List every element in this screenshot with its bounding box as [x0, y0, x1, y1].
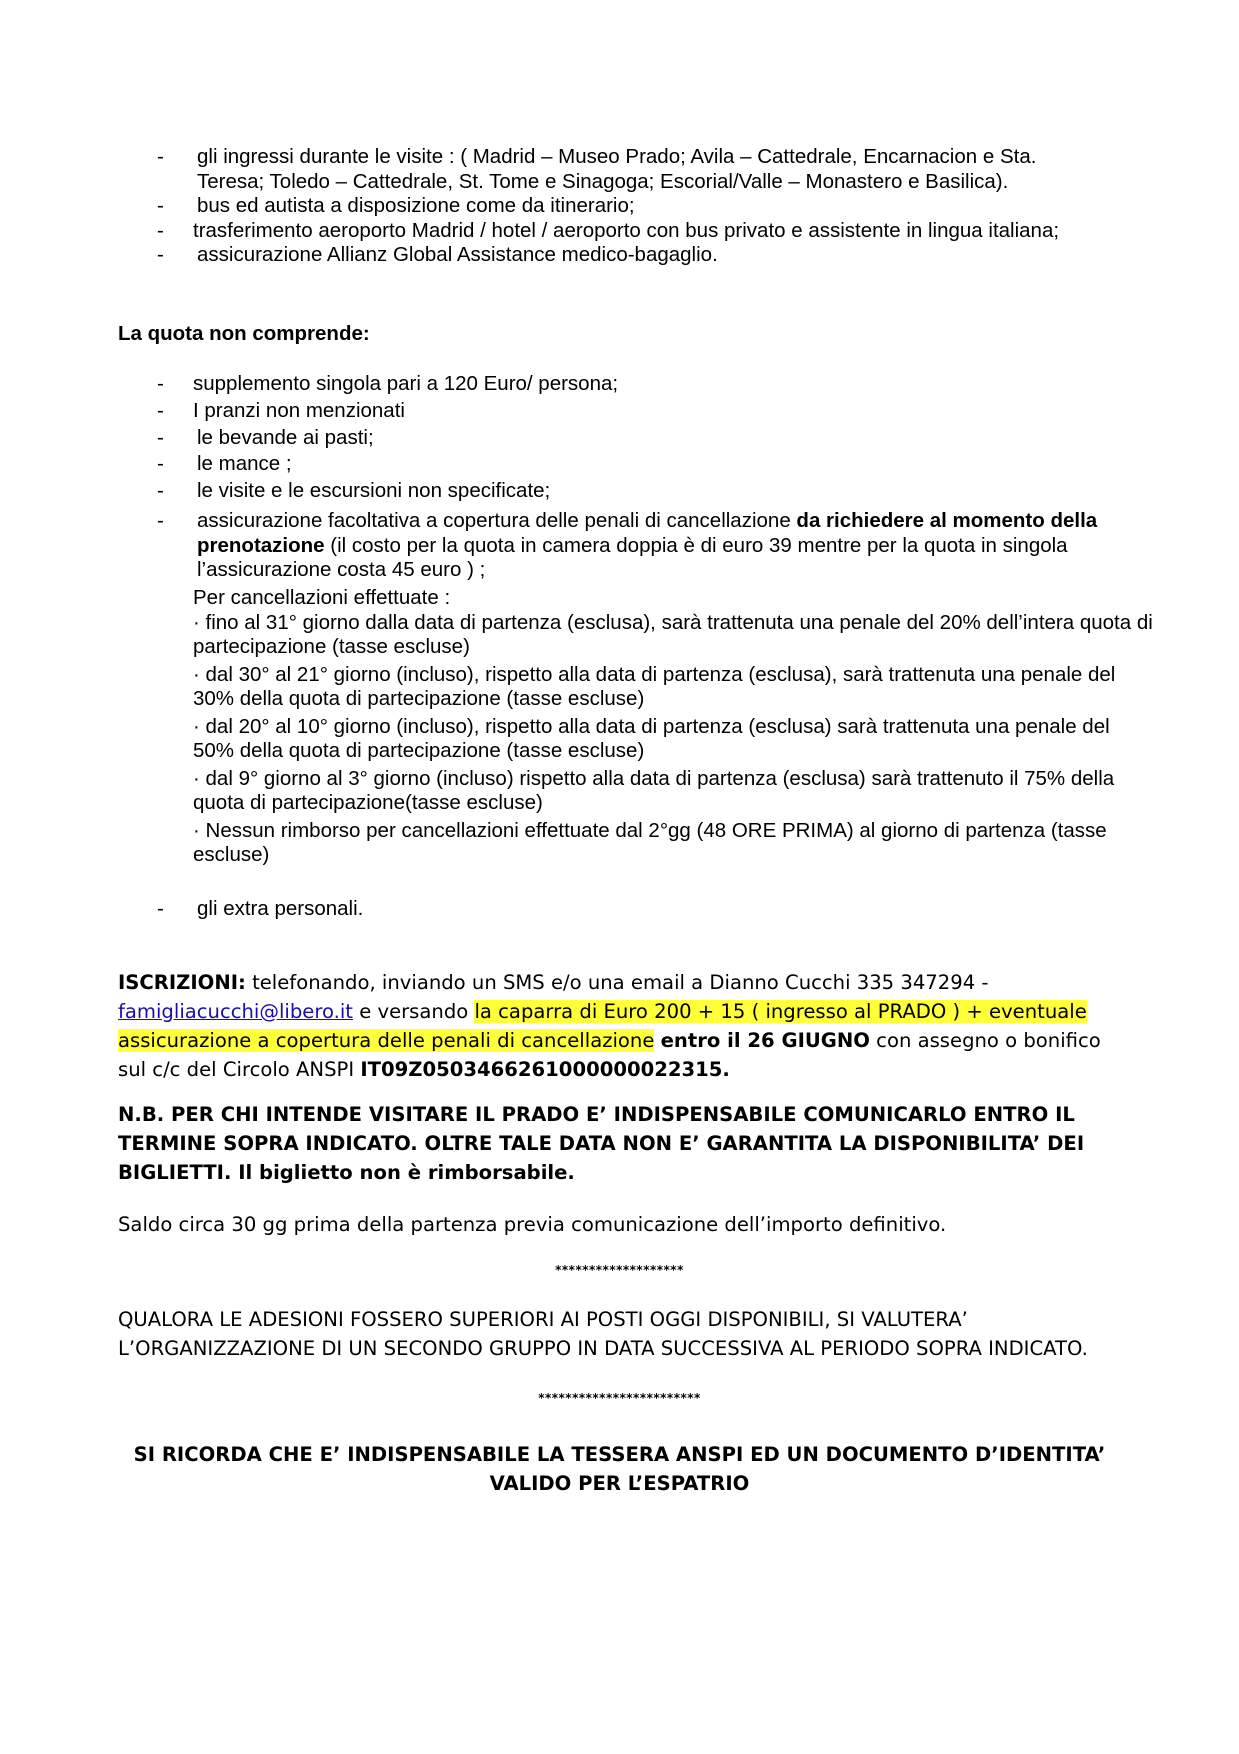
nb-tail: Il biglietto non è rimborsabile. [231, 1161, 575, 1184]
bullet-dash: - [157, 452, 164, 476]
insurance-text-tail: (il costo per la quota in camera doppia è di euro 39 mentre per la quota in singola l’assicurazione costa 45 euro ) ; [197, 533, 1068, 581]
qualora-paragraph: QUALORA LE ADESIONI FOSSERO SUPERIORI AI POSTI OGGI DISPONIBILI, SI VALUTERA’ L’ORGANIZZAZIONE DI UN SECONDO GRUPPO IN DATA SUCCESSIVA AL PERIODO SOPRA INDICATO. [118, 1308, 1088, 1360]
bullet-dash: - [157, 509, 164, 532]
bullet-dash: - [157, 145, 164, 168]
insurance-text: assicurazione facoltativa a copertura delle penali di cancellazione [197, 509, 797, 532]
bullet-dash: - [157, 372, 164, 395]
bullet-dash: - [157, 425, 164, 449]
bullet-dash: - [157, 897, 164, 920]
registration-label: ISCRIZIONI: [118, 971, 246, 994]
bullet-dash: - [157, 479, 164, 503]
list-item-text: gli ingressi durante le visite : ( Madrid – Museo Prado; Avila – Cattedrale, Encarnacion e Sta. Teresa; Toledo – Cattedrale, St. Tome e Sinagoga; Escorial/Valle – Monastero e Basilica). [197, 145, 1037, 193]
list-item-text: le visite e le escursioni non specificate; [197, 479, 551, 503]
cancellation-rule: · fino al 31° giorno dalla data di partenza (esclusa), sarà trattenuta una penale del 20% dell’intera quota di partecipazione (tasse escluse) [193, 610, 1153, 658]
list-item-text: gli extra personali. [197, 897, 364, 920]
bullet-dash: - [157, 398, 164, 422]
final-notice-line: VALIDO PER L’ESPATRIO [489, 1472, 750, 1495]
registration-text: telefonando, inviando un SMS e/o una email a Dianno Cucchi 335 347294 - [245, 971, 989, 994]
registration-text: e versando [352, 1000, 475, 1023]
list-item [157, 194, 1107, 219]
cancellation-intro: Per cancellazioni effettuate : [193, 586, 451, 609]
email-link[interactable]: famigliacucchi@libero.it [118, 1000, 353, 1023]
list-item [157, 451, 1107, 478]
list-item [157, 371, 1107, 398]
registration-paragraph [118, 968, 1128, 1084]
list-item-text: trasferimento aeroporto Madrid / hotel / aeroporto con bus privato e assistente in lingua italiana; [193, 218, 1060, 242]
highlighted-deposit: la caparra di Euro 200 + 15 ( ingresso al PRADO ) + eventuale assicurazione a copertura delle penali di cancellazione [118, 1000, 1087, 1052]
saldo-paragraph: Saldo circa 30 gg prima della partenza previa comunicazione dell’importo definitivo. [118, 1213, 947, 1236]
insurance-text-bold: da richiedere al momento della prenotazione [197, 509, 1098, 557]
not-included-list [157, 371, 1107, 505]
included-list [157, 145, 1107, 268]
list-item-text: I pranzi non menzionati [193, 398, 405, 422]
list-item [157, 897, 1107, 922]
bullet-dash: - [157, 194, 164, 217]
list-item [157, 398, 1107, 425]
separator-stars: ******************* [555, 1263, 684, 1277]
cancellation-rule: · Nessun rimborso per cancellazioni effettuate dal 2°gg (48 ORE PRIMA) al giorno di partenza (tasse escluse) [193, 818, 1107, 866]
list-item-text: bus ed autista a disposizione come da itinerario; [197, 194, 635, 217]
iban: IT09Z0503466261000000022315. [360, 1058, 730, 1081]
insurance-item [157, 509, 1107, 583]
list-item [157, 145, 1107, 194]
list-item [157, 243, 1107, 268]
nb-paragraph [118, 1100, 1128, 1187]
list-item [157, 478, 1107, 505]
list-item-text: le bevande ai pasti; [197, 425, 374, 449]
list-item-text: le mance ; [197, 452, 292, 476]
not-included-heading: La quota non comprende: [118, 322, 370, 345]
list-item [157, 425, 1107, 452]
cancellation-rule: · dal 20° al 10° giorno (incluso), rispetto alla data di partenza (esclusa) sarà trattenuta una penale del 50% della quota di partecipazione (tasse escluse) [193, 714, 1110, 762]
cancellation-rule: · dal 30° al 21° giorno (incluso), rispetto alla data di partenza (esclusa), sarà trattenuta una penale del 30% della quota di partecipazione (tasse escluse) [193, 662, 1116, 710]
deadline: entro il 26 GIUGNO [660, 1029, 870, 1052]
bullet-dash: - [157, 243, 164, 266]
nb-text: N.B. PER CHI INTENDE VISITARE IL PRADO E’ INDISPENSABILE COMUNICARLO ENTRO IL TERMINE SOPRA INDICATO. OLTRE TALE DATA NON E’ GARANTITA LA DISPONIBILITA’ DEI BIGLIETTI. [118, 1103, 1085, 1184]
cancellation-rule: · dal 9° giorno al 3° giorno (incluso) rispetto alla data di partenza (esclusa) sarà trattenuto il 75% della quota di partecipazione(tasse escluse) [193, 766, 1115, 814]
final-notice-line: SI RICORDA CHE E’ INDISPENSABILE LA TESSERA ANSPI ED UN DOCUMENTO D’IDENTITA’ [133, 1443, 1106, 1466]
list-item-text: assicurazione Allianz Global Assistance medico-bagaglio. [197, 243, 718, 266]
extras-item [157, 897, 1107, 922]
list-item-text: supplemento singola pari a 120 Euro/ persona; [193, 372, 619, 395]
list-item [157, 509, 1107, 583]
bullet-dash: - [157, 218, 164, 242]
list-item [157, 219, 1107, 244]
cancellation-rules [193, 586, 1153, 868]
separator-stars: ************************ [538, 1391, 701, 1405]
registration-text: con assegno o bonifico sul c/c del Circolo ANSPI [118, 1029, 1101, 1081]
